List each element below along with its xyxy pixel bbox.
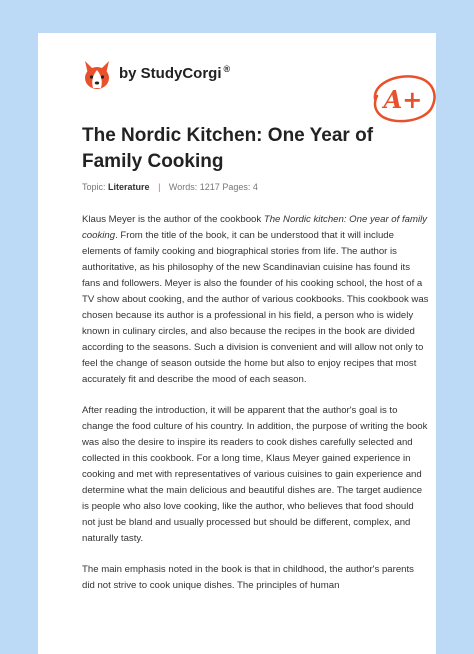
meta-separator: | [158,182,161,192]
brand-name[interactable]: by StudyCorgi ® [119,64,231,82]
paragraph-1: Klaus Meyer is the author of the cookbook The Nordic kitchen: One year of family cooking. From the title of the book, it can be understood that it will include elements of family cooking and biographical stories from life. The author is authoritative, as his philosophy of the new Scandinavian cuisine has found its fans and followers. Meyer is also the founder of his cooking school, the host of a TV show about cooking, and the author of various cookbooks. This cookbook was chosen because its author is a professional in his field, a person who is widely known in culinary circles, and also because the recipes in the book are divided according to the seasons. Such a division is convenient and will allow not only to feel the change of season outside the home but also to enjoy recipes that most accurately fit and describe the mood of each season. [82,214,429,385]
paragraph-2: After reading the introduction, it will be apparent that the author's goal is to change the food culture of his country. In addition, the purpose of writing the book was also the desire to inspire its readers to cook dishes carefully selected and collected in this cookbook. For a long time, Klaus Meyer gained experience in cooking and met with representatives of various cuisines to gain experience and determine what the main delicious and beautiful dishes are. The target audience is people who also love cooking, like the author, who believes that food should not just be bland and usually processed but should be different, complex, and naturally tasty. [82,405,428,544]
topic-link[interactable]: Literature [108,182,150,192]
page-title: The Nordic Kitchen: One Year of Family Cooking [82,125,374,172]
pages-count: 4 [252,182,258,192]
words-label: Words: [168,182,198,192]
svg-text:A+: A+ [383,85,423,114]
book-title: The Nordic kitchen: One year of family cooking [82,214,428,241]
paragraph-3: The main emphasis noted in the book is that in childhood, the author's parents did not strive to cook unique dishes. The principles of human [82,564,414,591]
corgi-icon [82,59,112,91]
words-count: 1217 [199,182,220,192]
grade-badge [367,71,436,125]
topic-label: Topic: [82,182,106,192]
article-body [82,212,429,609]
site-header [82,59,436,129]
article-meta [82,182,258,192]
document-page [38,33,436,654]
pages-label: Pages: [222,182,251,192]
